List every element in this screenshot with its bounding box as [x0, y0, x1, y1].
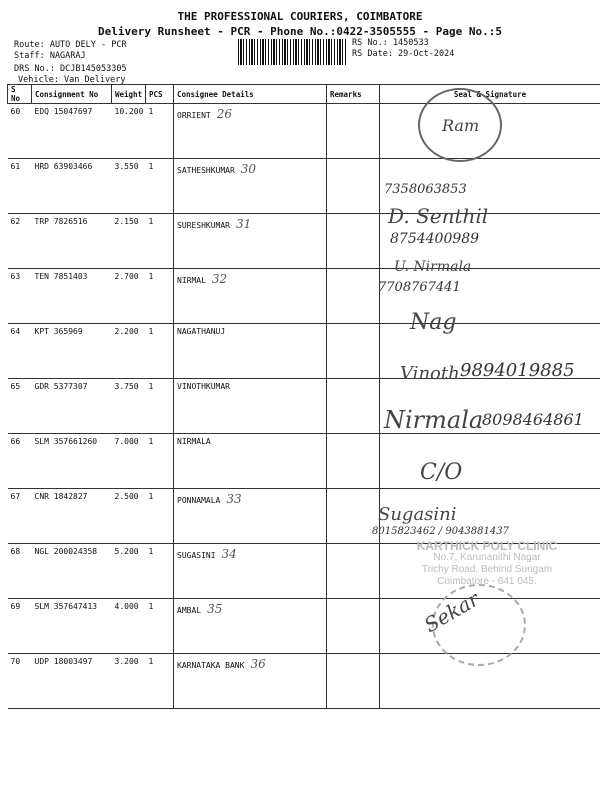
handwritten-number: 36 — [250, 657, 266, 671]
stamp-signature: Ram — [442, 116, 480, 135]
row-sno: 62 — [8, 214, 32, 269]
row-sno: 60 — [8, 104, 32, 159]
row-consignee: NIRMALA — [174, 434, 327, 489]
row-pcs: 1 — [146, 269, 174, 324]
row-pcs: 1 — [146, 434, 174, 489]
row-sno: 66 — [8, 434, 32, 489]
col-weight: Weight — [112, 85, 146, 104]
row-consignee: KARNATAKA BANK 36 — [174, 654, 327, 709]
delivery-stamp — [418, 88, 502, 162]
row-weight: 3.750 — [112, 379, 146, 434]
row-pcs: 1 — [146, 489, 174, 544]
signature-70: Sekar — [419, 586, 484, 638]
row-consignment: EDQ 15047697 — [32, 104, 112, 159]
rs-date: RS Date: 29-Oct-2024 — [352, 49, 455, 59]
handwritten-number: 30 — [240, 162, 257, 176]
table-row — [8, 214, 600, 269]
handwritten-number: 34 — [221, 547, 237, 561]
phone-65: 9894019885 — [460, 360, 575, 381]
row-remarks — [327, 544, 380, 599]
table-row — [8, 654, 600, 709]
row-remarks — [327, 159, 380, 214]
drs-label: DRS No.: DCJB145053305 — [14, 64, 127, 74]
runsheet-title: THE PROFESSIONAL COURIERS, COIMBATORE — [177, 10, 423, 23]
row-consignee: AMBAL 35 — [174, 599, 327, 654]
signature-63: U. Nirmala — [394, 259, 472, 275]
row-consignee: SURESHKUMAR 31 — [174, 214, 327, 269]
row-pcs: 1 — [146, 214, 174, 269]
row-weight: 3.200 — [112, 654, 146, 709]
row-sno: 68 — [8, 544, 32, 599]
row-remarks — [327, 379, 380, 434]
signature-66: Nirmala — [384, 406, 484, 434]
row-sno: 61 — [8, 159, 32, 214]
row-sno: 67 — [8, 489, 32, 544]
col-consignee: Consignee Details — [174, 85, 327, 104]
table-row — [8, 489, 600, 544]
row-consignment: KPT 365969 — [32, 324, 112, 379]
row-weight: 2.700 — [112, 269, 146, 324]
phone-62: 8754400989 — [390, 231, 480, 247]
row-consignee: NIRMAL 32 — [174, 269, 327, 324]
row-remarks — [327, 434, 380, 489]
row-consignment: HRD 63903466 — [32, 159, 112, 214]
clinic-stamp-line4: Coimbatore - 641 045. — [437, 576, 537, 587]
row-weight: 10.200 — [112, 104, 146, 159]
route-info — [14, 40, 127, 86]
row-pcs: 1 — [146, 654, 174, 709]
runsheet-subtitle: Delivery Runsheet - PCR - Phone No.:0422-3505555 - Page No.:5 — [98, 25, 502, 38]
table-row — [8, 159, 600, 214]
row-consignee: ORRIENT 26 — [174, 104, 327, 159]
row-consignee: NAGATHANUJ — [174, 324, 327, 379]
phone-68: 8015823462 / 9043881437 — [372, 526, 509, 537]
row-weight: 4.000 — [112, 599, 146, 654]
staff-label: Staff: NAGARAJ — [14, 51, 86, 61]
row-remarks — [327, 654, 380, 709]
row-consignment: NGL 200024358 — [32, 544, 112, 599]
clinic-stamp-name: KARTHICK POLY CLINIC — [416, 539, 558, 553]
clinic-stamp-line2: No.7, Karunanithi Nagar — [433, 552, 541, 563]
row-pcs: 1 — [146, 599, 174, 654]
row-consignee: SATHESHKUMAR 30 — [174, 159, 327, 214]
row-consignee: SUGASINI 34 — [174, 544, 327, 599]
row-weight: 2.150 — [112, 214, 146, 269]
row-pcs: 1 — [146, 544, 174, 599]
handwritten-number: 31 — [235, 217, 252, 231]
handwritten-number: 32 — [211, 272, 228, 286]
col-consignment: Consignment No — [32, 85, 112, 104]
row-sno: 65 — [8, 379, 32, 434]
row-sno: 63 — [8, 269, 32, 324]
row-weight: 2.200 — [112, 324, 146, 379]
cod-mark: C/O — [420, 460, 463, 485]
table-header-row — [8, 85, 600, 104]
signature-68: Sugasini — [378, 504, 457, 525]
row-consignee: PONNAMALA 33 — [174, 489, 327, 544]
clinic-stamp — [402, 540, 572, 588]
handwritten-number: 26 — [216, 107, 232, 121]
row-sno: 69 — [8, 599, 32, 654]
vehicle-label: Vehicle: Van Delivery — [18, 75, 126, 85]
handwritten-number: 33 — [226, 492, 242, 506]
row-weight: 7.000 — [112, 434, 146, 489]
row-weight: 5.200 — [112, 544, 146, 599]
row-consignment: TRP 7826516 — [32, 214, 112, 269]
row-remarks — [327, 214, 380, 269]
row-pcs: 1 — [146, 324, 174, 379]
row-consignment: SLM 357647413 — [32, 599, 112, 654]
row-weight: 2.500 — [112, 489, 146, 544]
route-label: Route: AUTO DELY - PCR — [14, 40, 127, 50]
row-consignee: VINOTHKUMAR — [174, 379, 327, 434]
handwritten-number: 35 — [207, 602, 223, 616]
table-row — [8, 269, 600, 324]
row-consignment: TEN 7851403 — [32, 269, 112, 324]
row-consignment: UDP 18003497 — [32, 654, 112, 709]
col-remarks: Remarks — [327, 85, 380, 104]
table-row — [8, 434, 600, 489]
row-pcs: 1 — [146, 379, 174, 434]
row-remarks — [327, 104, 380, 159]
rs-info — [352, 38, 454, 60]
signature-64: Nag — [410, 310, 457, 335]
signature-65: Vinoth — [400, 363, 460, 384]
clinic-stamp-line3: Trichy Road, Behind Sungam — [421, 564, 553, 575]
row-remarks — [327, 324, 380, 379]
table-row — [8, 104, 600, 159]
phone-61: 7358063853 — [384, 182, 467, 197]
col-sno: S No — [8, 85, 32, 104]
row-consignment: CNR 1842827 — [32, 489, 112, 544]
row-weight: 3.550 — [112, 159, 146, 214]
row-consignment: GDR 5377307 — [32, 379, 112, 434]
row-pcs: 1 — [146, 104, 174, 159]
barcode — [238, 39, 348, 65]
row-sno: 70 — [8, 654, 32, 709]
row-sno: 64 — [8, 324, 32, 379]
phone-66: 8098464861 — [482, 410, 584, 429]
signature-62: D. Senthil — [388, 204, 489, 228]
row-remarks — [327, 599, 380, 654]
col-seal-signature: Seal & Signature — [380, 85, 600, 104]
rs-number: RS No.: 1450533 — [352, 38, 429, 48]
row-consignment: SLM 357661260 — [32, 434, 112, 489]
phone-63: 7708767441 — [378, 280, 461, 295]
row-pcs: 1 — [146, 159, 174, 214]
row-remarks — [327, 269, 380, 324]
col-pcs: PCS — [146, 85, 174, 104]
row-signature — [380, 434, 600, 489]
